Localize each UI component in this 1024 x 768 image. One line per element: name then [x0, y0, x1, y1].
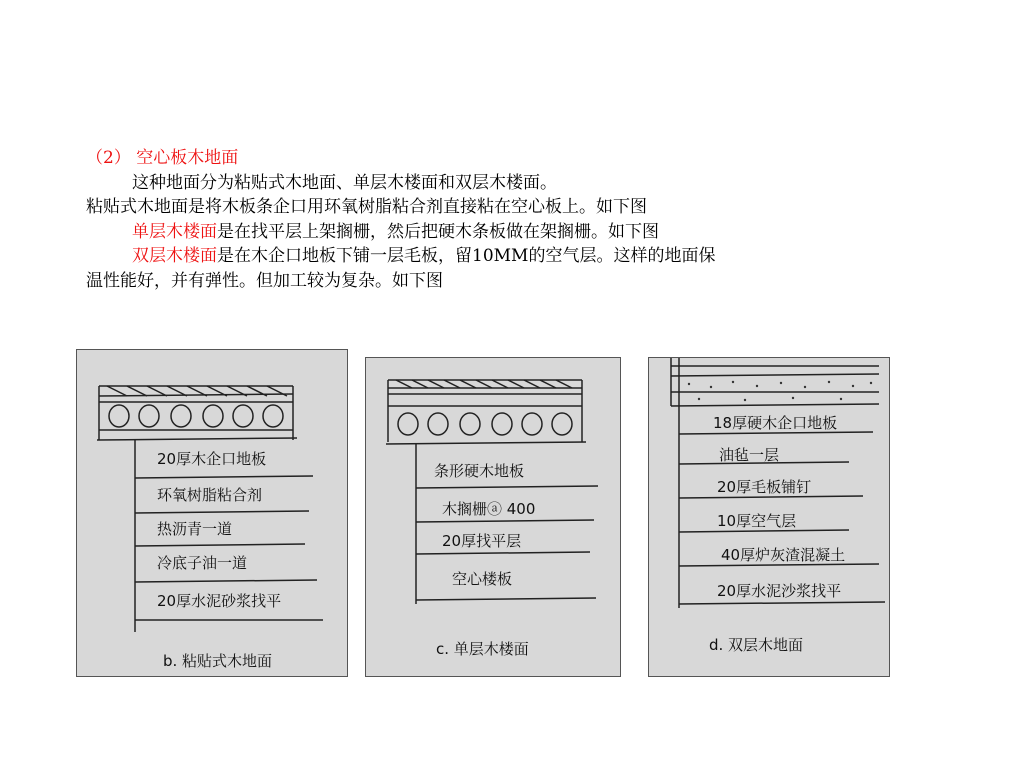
layer-label: 热沥青一道 [157, 520, 233, 538]
double-floor-line [86, 244, 906, 269]
double-floor-term: 双层木楼面 [132, 246, 217, 266]
single-floor-line [86, 220, 906, 245]
figure-caption: d. 双层木地面 [709, 636, 804, 654]
figure-caption: c. 单层木楼面 [436, 640, 529, 658]
section-heading: （2） 空心板木地面 [86, 148, 239, 168]
layer-label: 油毡一层 [719, 446, 780, 464]
layer-label: 10厚空气层 [717, 512, 797, 530]
layer-label: 环氧树脂粘合剂 [157, 486, 263, 504]
glued-floor-line: 粘贴式木地面是将木板条企口用环氧树脂粘合剂直接粘在空心板上。如下图 [86, 197, 647, 217]
layer-label: 木搁栅ⓐ 400 [442, 500, 536, 518]
layer-label: 20厚毛板铺钉 [717, 478, 812, 496]
figure-b-drawing [77, 350, 347, 676]
layer-label: 空心楼板 [452, 570, 513, 588]
figure-glued-wood-floor [76, 349, 348, 677]
single-floor-term: 单层木楼面 [132, 221, 217, 242]
description-text [86, 146, 906, 293]
layer-label: 20厚木企口地板 [157, 450, 267, 468]
layer-label: 20厚水泥沙浆找平 [717, 582, 842, 600]
layer-label: 40厚炉灰渣混凝土 [721, 546, 846, 564]
layer-label: 条形硬木地板 [434, 462, 525, 480]
layer-label: 冷底子油一道 [157, 554, 248, 572]
figure-single-wood-floor [365, 357, 621, 677]
intro-line: 这种地面分为粘贴式木地面、单层木楼面和双层木楼面。 [132, 172, 557, 193]
layer-label: 18厚硬木企口地板 [713, 414, 838, 432]
layer-label: 20厚找平层 [442, 532, 522, 550]
double-floor-desc: 是在木企口地板下铺一层毛板，留10MM的空气层。这样的地面保 [217, 246, 716, 266]
figure-caption: b. 粘贴式木地面 [163, 652, 273, 670]
layer-label: 20厚水泥砂浆找平 [157, 592, 282, 610]
figure-double-wood-floor [648, 357, 890, 677]
double-floor-line-cont: 温性能好，并有弹性。但加工较为复杂。如下图 [86, 270, 443, 291]
single-floor-desc: 是在找平层上架搁栅，然后把硬木条板做在架搁栅。如下图 [217, 221, 659, 242]
